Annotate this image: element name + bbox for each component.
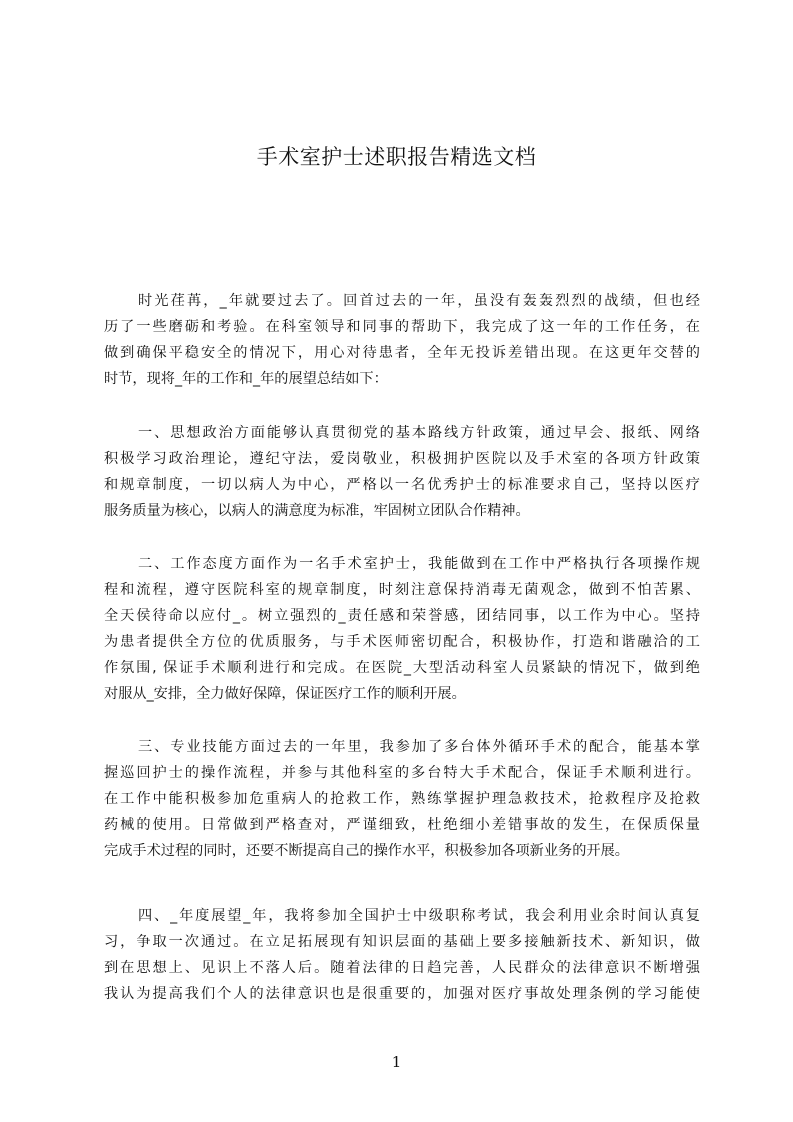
text-line: 四、_年度展望_年，我将参加全国护士中级职称考试，我会利用业余时间认真复 (138, 908, 700, 924)
text-line: 历了一些磨砺和考验。在科室领导和同事的帮助下，我完成了这一年的工作任务，在 (104, 319, 700, 335)
text-line: 我认为提高我们个人的法律意识也是很重要的，加强对医疗事故处理条例的学习能使 (104, 986, 700, 1002)
text-line: 时节，现将_年的工作和_年的展望总结如下： (104, 371, 388, 387)
text-line: 全天侯待命以应付_。树立强烈的_责任感和荣誉感，团结同事，以工作为中心。坚持 (104, 608, 700, 624)
text-line: 完成手术过程的同时，还要不断提高自己的操作水平，积极参加各项新业务的开展。 (104, 843, 629, 859)
text-line: 到在思想上、见识上不落人后。随着法律的日趋完善，人民群众的法律意识不断增强 (104, 960, 700, 976)
text-line: 习，争取一次通过。在立足拓展现有知识层面的基础上要多接触新技术、新知识，做 (104, 934, 700, 950)
text-line: 服务质量为核心，以病人的满意度为标准，牢固树立团队合作精神。 (104, 503, 530, 519)
text-line: 二、工作态度方面作为一名手术室护士，我能做到在工作中严格执行各项操作规 (138, 556, 700, 572)
text-line: 一、思想政治方面能够认真贯彻党的基本路线方针政策，通过早会、报纸、网络 (138, 425, 700, 441)
text-line: 握巡回护士的操作流程，并参与其他科室的多台特大手术配合，保证手术顺利进行。 (104, 765, 700, 781)
text-line: 为患者提供全方位的优质服务，与手术医师密切配合，积极协作，打造和谐融洽的工 (104, 634, 700, 650)
text-line: 程和流程，遵守医院科室的规章制度，时刻注意保持消毒无菌观念，做到不怕苦累、 (104, 582, 700, 598)
text-line: 和规章制度，一切以病人为中心，严格以一名优秀护士的标准要求自己，坚持以医疗 (104, 477, 700, 493)
text-line: 作氛围, 保证手术顺利进行和完成。在医院_大型活动科室人员紧缺的情况下，做到绝 (104, 660, 700, 676)
document-title: 手术室护士述职报告精选文档 (256, 145, 537, 169)
text-line: 在工作中能积极参加危重病人的抢救工作，熟练掌握护理急救技术，抢救程序及抢救 (104, 791, 700, 807)
text-line: 三、专业技能方面过去的一年里，我参加了多台体外循环手术的配合，能基本掌 (138, 739, 700, 755)
text-line: 对服从_安排，全力做好保障，保证医疗工作的顺利开展。 (104, 686, 466, 702)
page-number: 1 (391, 1053, 402, 1071)
text-line: 时光荏苒，_年就要过去了。回首过去的一年，虽没有轰轰烈烈的战绩，但也经 (138, 293, 700, 309)
text-line: 药械的使用。日常做到严格查对，严谨细致，杜绝细小差错事故的发生，在保质保量 (104, 817, 700, 833)
text-line: 积极学习政治理论，遵纪守法，爱岗敬业，积极拥护医院以及手术室的各项方针政策 (104, 451, 700, 467)
text-line: 做到确保平稳安全的情况下，用心对待患者，全年无投诉差错出现。在这更年交替的 (104, 345, 700, 361)
